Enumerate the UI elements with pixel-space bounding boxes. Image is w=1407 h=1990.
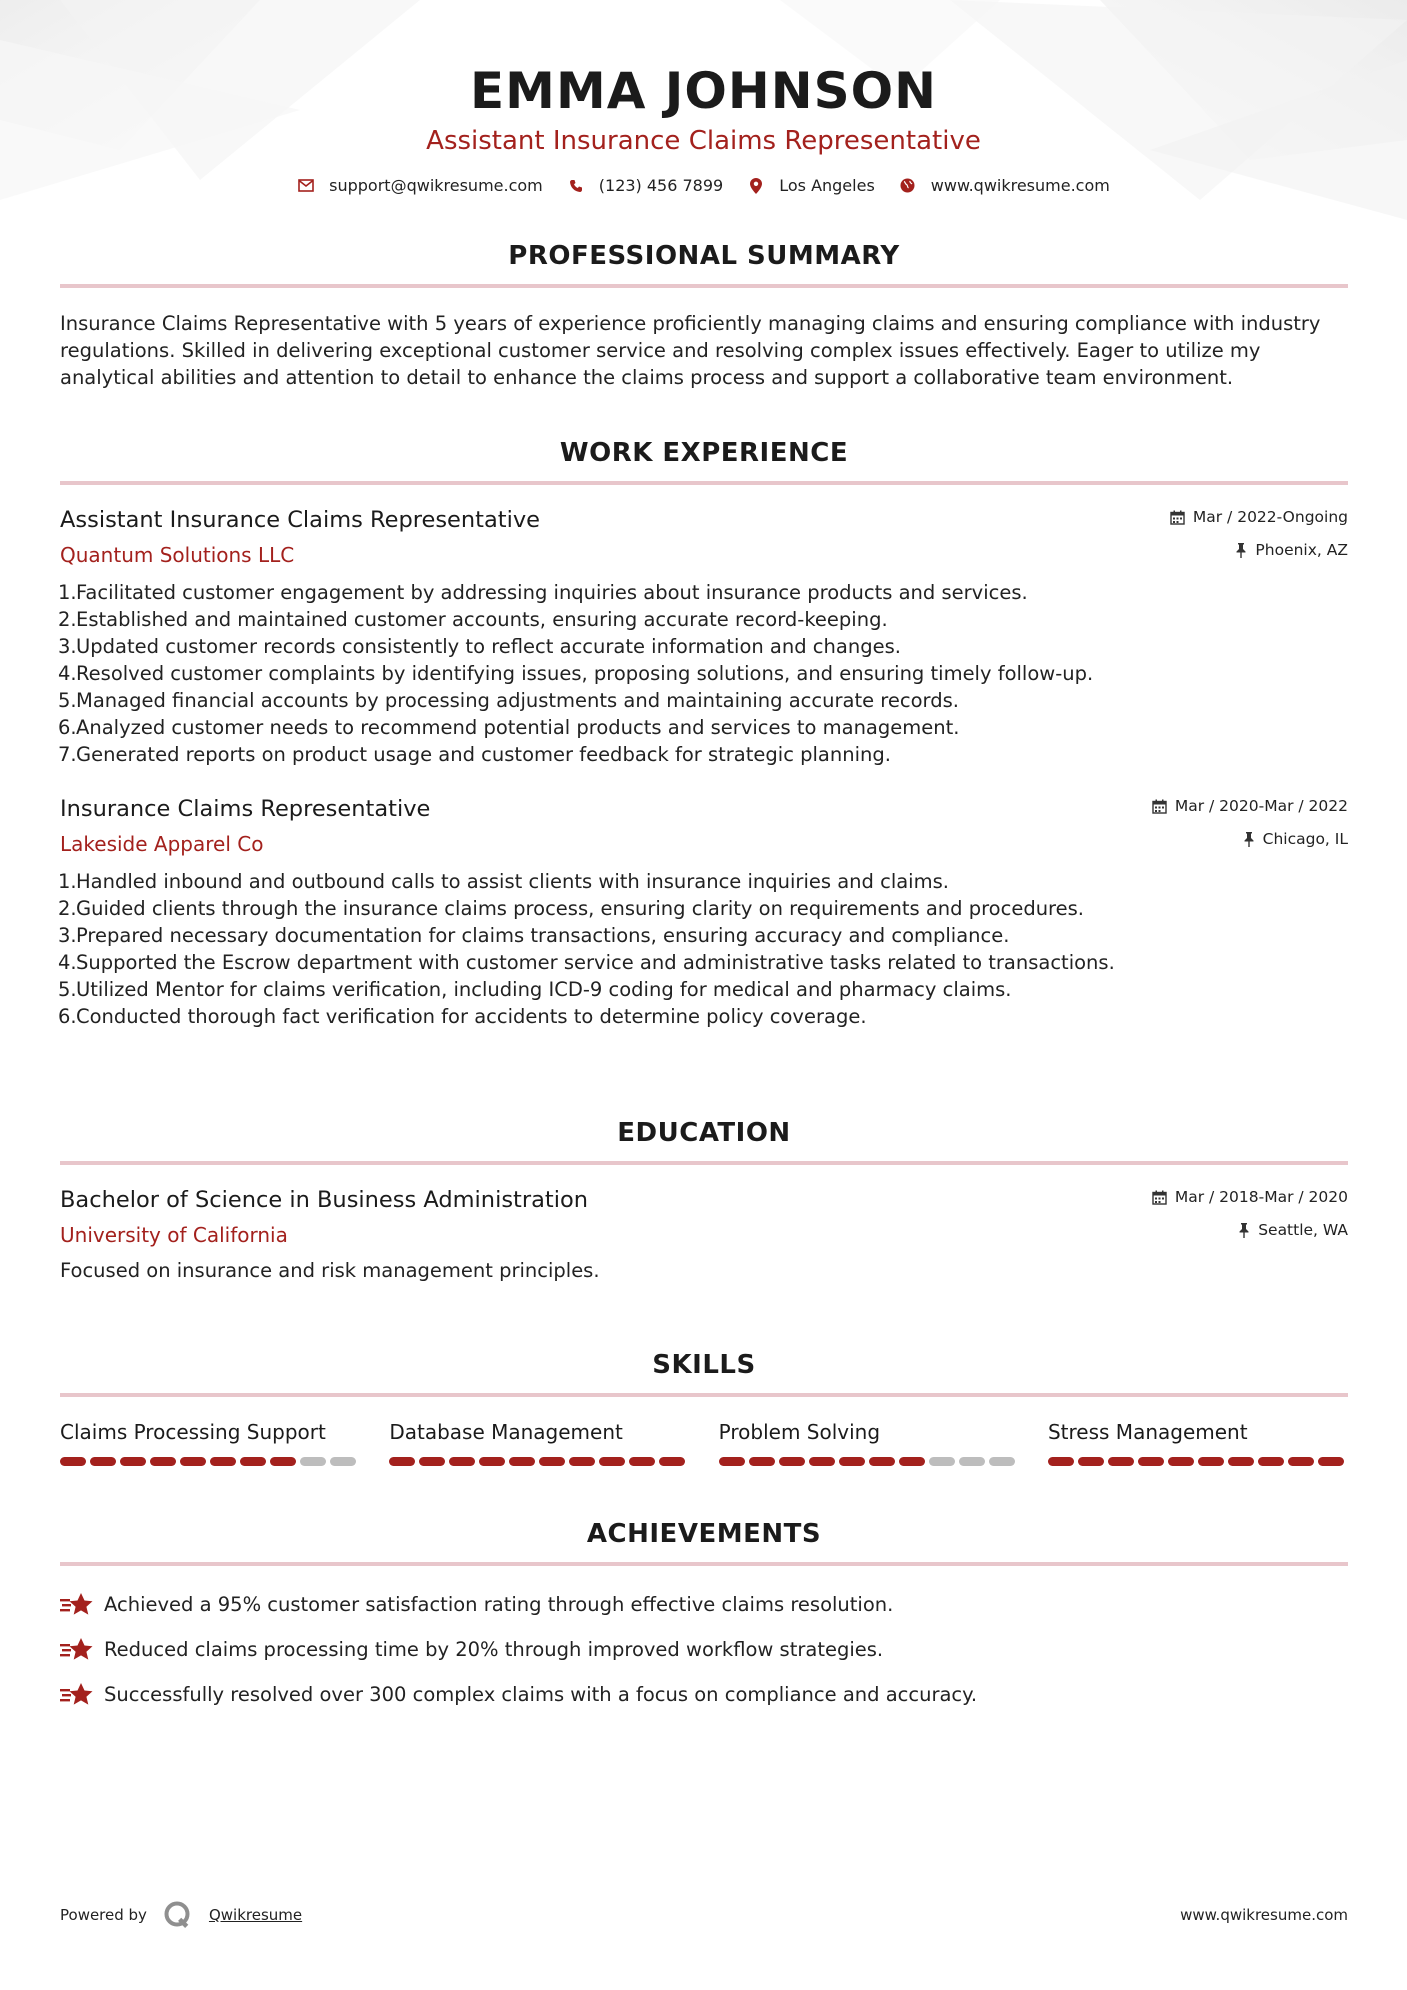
contact-website-text: www.qwikresume.com	[930, 176, 1110, 195]
bullet-item: 2. Guided clients through the insurance claims process, ensuring clarity on requirements and procedures.	[58, 897, 1085, 920]
skill-segment-filled	[539, 1457, 565, 1466]
achievements-list	[60, 1590, 1348, 1708]
skill-segment-filled	[1228, 1457, 1254, 1466]
job-entry	[60, 505, 1348, 768]
skill-level-bar	[60, 1457, 360, 1466]
section-divider	[60, 481, 1348, 485]
skill-segment-filled	[479, 1457, 505, 1466]
skill-segment-filled	[599, 1457, 625, 1466]
bullet-item: 4. Supported the Escrow department with customer service and administrative tasks related to transactions.	[58, 951, 1115, 974]
achievement-text: Successfully resolved over 300 complex claims with a focus on compliance and accuracy.	[104, 1682, 978, 1706]
section-divider	[60, 1161, 1348, 1165]
job-dates: Mar / 2022-Ongoing	[1192, 508, 1348, 526]
globe-icon	[899, 177, 917, 195]
footer-website-link[interactable]: www.qwikresume.com	[1180, 1906, 1348, 1924]
skill-segment-filled	[629, 1457, 655, 1466]
bullet-item: 6. Analyzed customer needs to recommend potential products and services to management.	[58, 716, 960, 739]
skill-segment-filled	[449, 1457, 475, 1466]
skills-grid	[60, 1419, 1348, 1466]
skill-segment-filled	[1258, 1457, 1284, 1466]
education-section	[60, 1117, 1348, 1284]
contact-website[interactable]	[899, 176, 1110, 195]
map-pin-icon	[747, 177, 765, 195]
pushpin-icon	[1235, 543, 1247, 558]
skill-level-bar	[389, 1457, 689, 1466]
skill-name: Database Management	[389, 1420, 623, 1444]
shooting-star-icon	[60, 1635, 94, 1663]
page-footer	[60, 1900, 1348, 1930]
skill-segment-filled	[899, 1457, 925, 1466]
bullet-item: 5. Utilized Mentor for claims verification, including ICD-9 coding for medical and pharmacy claims.	[58, 978, 1012, 1001]
achievements-title: ACHIEVEMENTS	[586, 1519, 822, 1549]
skill-segment-filled	[419, 1457, 445, 1466]
summary-section	[60, 240, 1348, 391]
skill-segment-filled	[1138, 1457, 1164, 1466]
job-entry	[60, 794, 1348, 1030]
skill-segment-empty	[959, 1457, 985, 1466]
powered-by	[60, 1900, 302, 1930]
skill-name: Claims Processing Support	[60, 1420, 326, 1444]
contact-phone-text: (123) 456 7899	[598, 176, 724, 195]
achievement-text: Achieved a 95% customer satisfaction rating through effective claims resolution.	[104, 1592, 894, 1616]
skill-item	[719, 1419, 1019, 1466]
job-meta	[1152, 794, 1348, 851]
skill-segment-filled	[659, 1457, 685, 1466]
skill-segment-filled	[839, 1457, 865, 1466]
skill-segment-filled	[809, 1457, 835, 1466]
calendar-icon	[1152, 799, 1167, 814]
qwikresume-logo-icon	[163, 1900, 193, 1930]
skill-segment-filled	[210, 1457, 236, 1466]
bullet-item: 2. Established and maintained customer accounts, ensuring accurate record-keeping.	[58, 608, 888, 631]
education-dates: Mar / 2018-Mar / 2020	[1174, 1188, 1348, 1206]
skill-segment-filled	[749, 1457, 775, 1466]
skill-segment-filled	[869, 1457, 895, 1466]
skill-segment-filled	[60, 1457, 86, 1466]
bullet-item: 6. Conducted thorough fact verification for accidents to determine policy coverage.	[58, 1005, 867, 1028]
skill-segment-filled	[120, 1457, 146, 1466]
skill-segment-filled	[509, 1457, 535, 1466]
contact-bar	[0, 176, 1407, 195]
pushpin-icon	[1238, 1223, 1250, 1238]
education-description: Focused on insurance and risk management principles.	[60, 1259, 600, 1282]
skill-segment-filled	[1048, 1457, 1074, 1466]
achievement-item	[60, 1680, 1348, 1708]
section-divider	[60, 284, 1348, 288]
education-title: EDUCATION	[617, 1118, 791, 1148]
skills-title: SKILLS	[652, 1350, 756, 1380]
experience-section	[60, 437, 1348, 1030]
resume-header	[0, 0, 1407, 195]
job-bullets	[60, 868, 1348, 1030]
job-title: Assistant Insurance Claims Representative	[60, 507, 541, 533]
contact-location-text: Los Angeles	[779, 176, 875, 195]
skill-segment-filled	[180, 1457, 206, 1466]
job-location: Chicago, IL	[1262, 830, 1348, 848]
skill-name: Stress Management	[1047, 1420, 1248, 1444]
calendar-icon	[1170, 510, 1185, 525]
summary-title: PROFESSIONAL SUMMARY	[508, 241, 900, 271]
skill-segment-filled	[779, 1457, 805, 1466]
job-company: Quantum Solutions LLC	[60, 543, 295, 567]
achievement-text: Reduced claims processing time by 20% through improved workflow strategies.	[104, 1637, 884, 1661]
skill-segment-filled	[719, 1457, 745, 1466]
school-name: University of California	[60, 1223, 288, 1247]
powered-by-label: Powered by	[60, 1906, 147, 1924]
phone-icon	[567, 177, 585, 195]
skill-item	[1048, 1419, 1348, 1466]
calendar-icon	[1152, 1190, 1167, 1205]
skill-segment-filled	[1318, 1457, 1344, 1466]
job-title: Insurance Claims Representative	[60, 796, 431, 822]
bullet-item: 7. Generated reports on product usage and customer feedback for strategic planning.	[58, 743, 891, 766]
skill-segment-filled	[569, 1457, 595, 1466]
shooting-star-icon	[60, 1590, 94, 1618]
contact-location	[747, 176, 875, 195]
skill-segment-filled	[270, 1457, 296, 1466]
contact-phone[interactable]	[567, 176, 723, 195]
skill-item	[60, 1419, 360, 1466]
skill-segment-filled	[90, 1457, 116, 1466]
qwikresume-link[interactable]: Qwikresume	[208, 1906, 303, 1924]
skill-segment-filled	[1198, 1457, 1224, 1466]
experience-title: WORK EXPERIENCE	[559, 438, 849, 468]
achievement-item	[60, 1635, 1348, 1663]
bullet-item: 3. Updated customer records consistently to reflect accurate information and changes.	[58, 635, 901, 658]
skill-segment-filled	[1078, 1457, 1104, 1466]
skill-segment-filled	[1288, 1457, 1314, 1466]
job-dates: Mar / 2020-Mar / 2022	[1174, 797, 1348, 815]
achievements-section	[60, 1518, 1348, 1708]
skill-segment-empty	[300, 1457, 326, 1466]
contact-email[interactable]	[297, 176, 543, 195]
skill-segment-filled	[1108, 1457, 1134, 1466]
pushpin-icon	[1243, 832, 1255, 847]
section-divider	[60, 1393, 1348, 1397]
contact-email-text: support@qwikresume.com	[329, 176, 543, 195]
skill-segment-filled	[1168, 1457, 1194, 1466]
achievement-item	[60, 1590, 1348, 1618]
summary-text: Insurance Claims Representative with 5 years of experience proficiently managing claims and ensuring compliance with industry regulations. Skilled in delivering exceptional customer service and resolving complex issues effectively. Eager to utilize my analytical abilities and attention to detail to enhance the claims process and support a collaborative team environment.	[60, 312, 1321, 389]
education-meta	[1152, 1185, 1348, 1242]
education-entry	[60, 1185, 1348, 1284]
section-divider	[60, 1562, 1348, 1566]
skill-level-bar	[1048, 1457, 1348, 1466]
skill-segment-filled	[150, 1457, 176, 1466]
job-company: Lakeside Apparel Co	[60, 832, 264, 856]
skill-item	[389, 1419, 689, 1466]
skills-section	[60, 1349, 1348, 1466]
skill-level-bar	[719, 1457, 1019, 1466]
bullet-item: 1. Handled inbound and outbound calls to assist clients with insurance inquiries and claims.	[58, 870, 949, 893]
skill-segment-filled	[240, 1457, 266, 1466]
shooting-star-icon	[60, 1680, 94, 1708]
bullet-item: 4. Resolved customer complaints by identifying issues, proposing solutions, and ensuring timely follow-up.	[58, 662, 1094, 685]
skill-segment-empty	[989, 1457, 1015, 1466]
bullet-item: 5. Managed financial accounts by processing adjustments and maintaining accurate records.	[58, 689, 959, 712]
skill-name: Problem Solving	[718, 1420, 881, 1444]
job-meta	[1170, 505, 1348, 562]
skill-segment-empty	[929, 1457, 955, 1466]
skill-segment-empty	[330, 1457, 356, 1466]
envelope-icon	[297, 177, 315, 195]
education-location: Seattle, WA	[1258, 1221, 1348, 1239]
job-location: Phoenix, AZ	[1255, 541, 1348, 559]
candidate-role: Assistant Insurance Claims Representative	[426, 126, 981, 156]
skill-segment-filled	[389, 1457, 415, 1466]
candidate-name: EMMA JOHNSON	[470, 62, 937, 120]
bullet-item: 1. Facilitated customer engagement by addressing inquiries about insurance products and services.	[58, 581, 1028, 604]
degree-title: Bachelor of Science in Business Administration	[60, 1187, 589, 1213]
bullet-item: 3. Prepared necessary documentation for claims transactions, ensuring accuracy and compliance.	[58, 924, 1010, 947]
job-bullets	[60, 579, 1348, 768]
